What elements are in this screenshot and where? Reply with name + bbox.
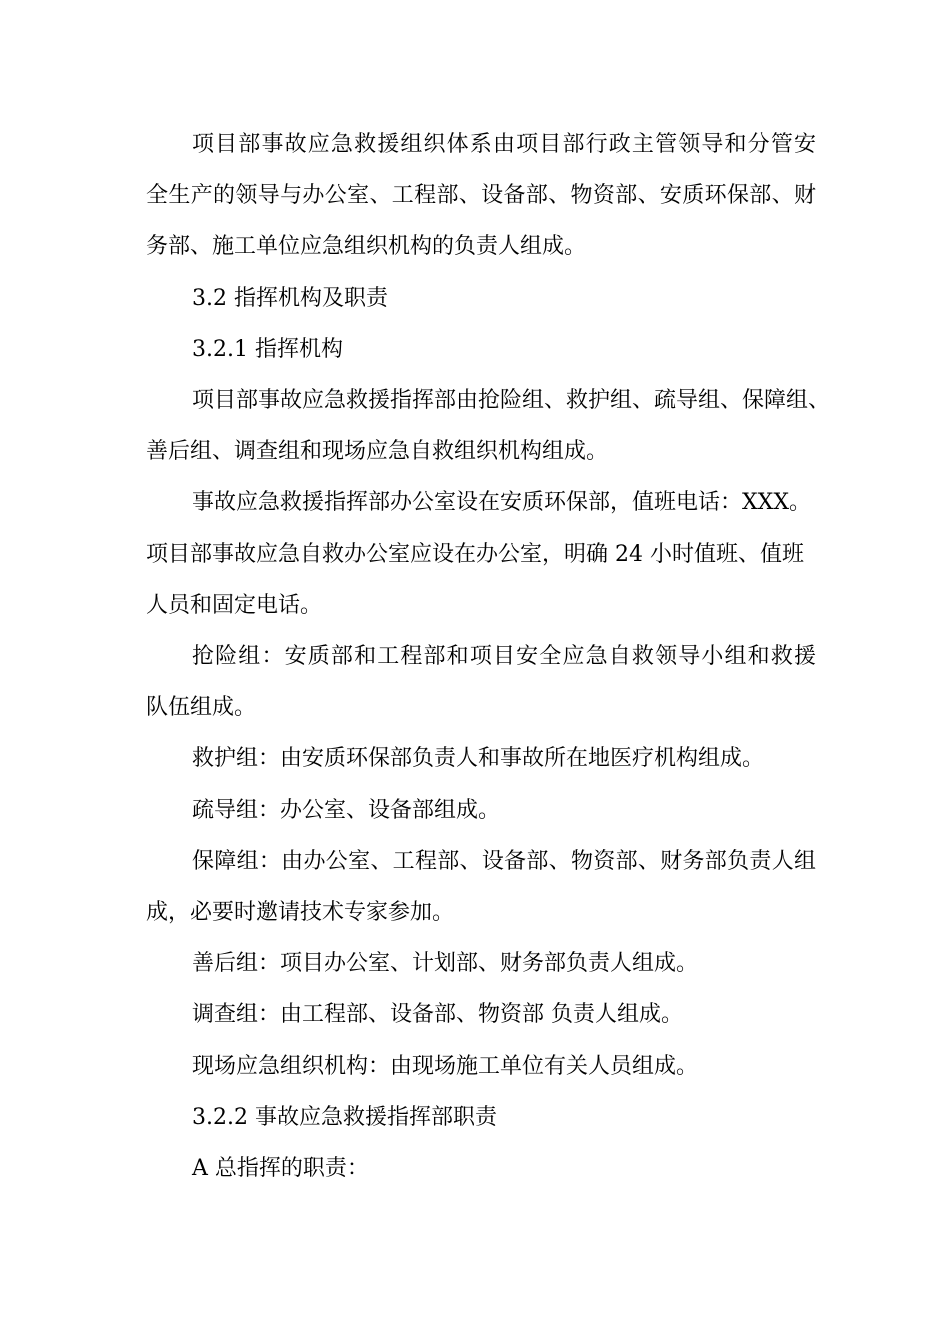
paragraph-line: 调查组：由工程部、设备部、物资部 负责人组成。 bbox=[192, 1002, 683, 1027]
paragraph-line: 抢险组：安质部和工程部和项目安全应急自救领导小组和救援 bbox=[192, 644, 816, 669]
paragraph-line: 项目部事故应急自救办公室应设在办公室，明确 24 小时值班、值班 bbox=[146, 542, 804, 567]
paragraph-line: 救护组：由安质环保部负责人和事故所在地医疗机构组成。 bbox=[192, 746, 765, 771]
paragraph-line: 善后组：项目办公室、计划部、财务部负责人组成。 bbox=[192, 951, 699, 976]
paragraph-line: 务部、施工单位应急组织机构的负责人组成。 bbox=[146, 234, 587, 259]
paragraph-line: 保障组：由办公室、工程部、设备部、物资部、财务部负责人组 bbox=[192, 849, 816, 874]
paragraph-line: 队伍组成。 bbox=[146, 695, 257, 720]
list-heading: A 总指挥的职责： bbox=[192, 1156, 369, 1181]
paragraph-line: 事故应急救援指挥部办公室设在安质环保部，值班电话：XXX。 bbox=[192, 490, 811, 515]
paragraph-line: 项目部事故应急救援组织体系由项目部行政主管领导和分管安 bbox=[192, 132, 816, 157]
subsection-heading: 3.2.2 事故应急救援指挥部职责 bbox=[192, 1105, 497, 1130]
paragraph-line: 全生产的领导与办公室、工程部、设备部、物资部、安质环保部、财 bbox=[146, 183, 816, 208]
paragraph-line: 善后组、调查组和现场应急自救组织机构组成。 bbox=[146, 439, 609, 464]
subsection-heading: 3.2.1 指挥机构 bbox=[192, 337, 343, 362]
section-heading: 3.2 指挥机构及职责 bbox=[192, 286, 388, 311]
paragraph-line: 人员和固定电话。 bbox=[146, 593, 323, 618]
paragraph-line: 疏导组：办公室、设备部组成。 bbox=[192, 798, 501, 823]
paragraph-line: 成，必要时邀请技术专家参加。 bbox=[146, 900, 455, 925]
paragraph-line: 项目部事故应急救援指挥部由抢险组、救护组、疏导组、保障组、 bbox=[192, 388, 831, 413]
paragraph-line: 现场应急组织机构：由现场施工单位有关人员组成。 bbox=[192, 1054, 699, 1079]
